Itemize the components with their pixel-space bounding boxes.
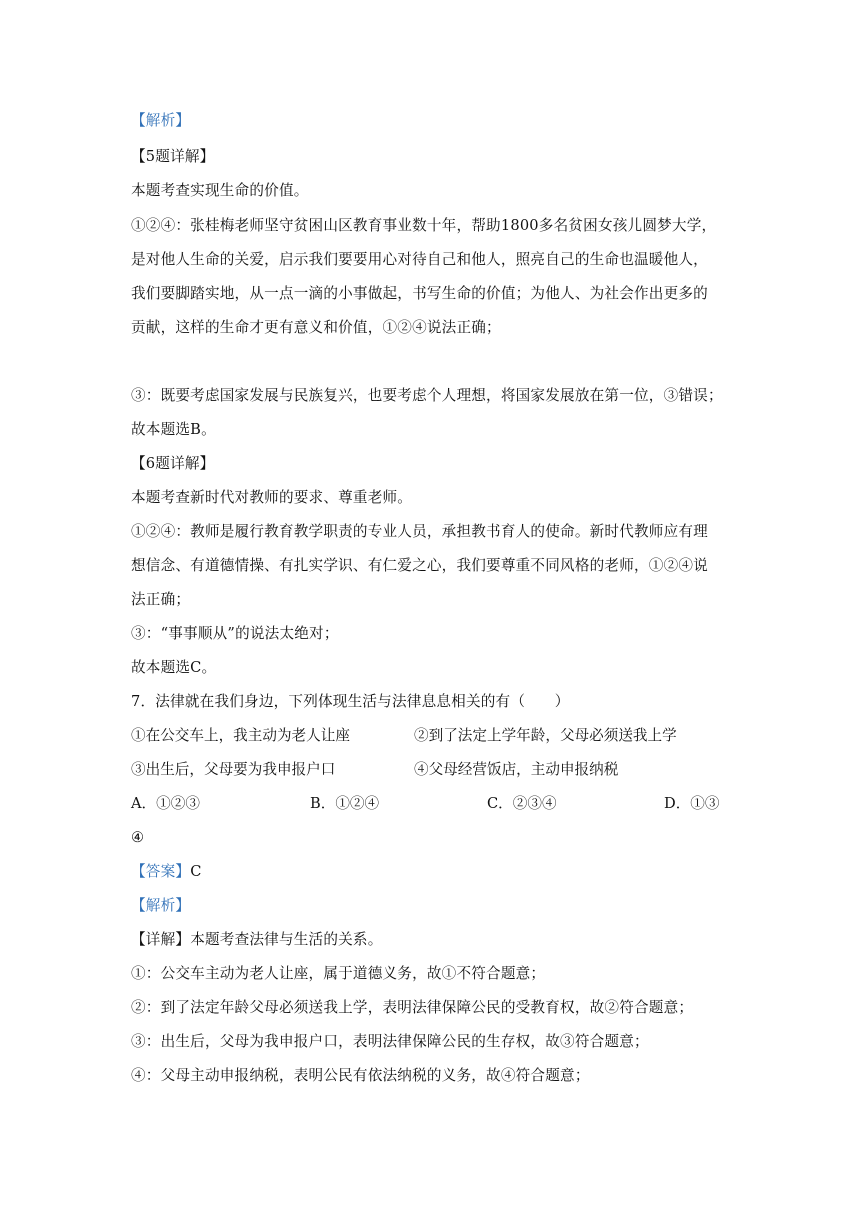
q5-line: 故本题选B。	[131, 421, 216, 438]
q5-line: 本题考查实现生命的价值。	[131, 182, 309, 199]
q6-line: ①②④：教师是履行教育教学职责的专业人员，承担教书育人的使命。新时代教师应有理	[131, 523, 708, 540]
q7-answer	[131, 862, 202, 882]
q5-line: 贡献，这样的生命才更有意义和价值，①②④说法正确；	[131, 319, 501, 336]
q7-statement-2: ②到了法定上学年龄，父母必须送我上学	[414, 727, 677, 744]
q7-analysis-heading: 【解析】	[131, 897, 191, 914]
q7-stem: 7．法律就在我们身边，下列体现生活与法律息息相关的有（ ）	[131, 693, 570, 710]
q7-choice-d-wrap: ④	[131, 829, 145, 846]
q7-choice-d: D．①③	[664, 795, 720, 812]
q7-choice-c: C．②③④	[487, 795, 557, 812]
answer-value: C	[190, 863, 202, 880]
q5-line: ③：既要考虑国家发展与民族复兴，也要考虑个人理想，将国家发展放在第一位，③错误；	[131, 387, 723, 404]
q7-statement-3: ③出生后，父母要为我申报户口	[131, 761, 336, 778]
q6-line: 本题考查新时代对教师的要求、尊重老师。	[131, 489, 413, 506]
q6-line: 故本题选C。	[131, 659, 217, 676]
q7-choice-b: B．①②④	[310, 795, 380, 812]
q7-detail	[131, 930, 383, 950]
detail-tag: 【详解】	[131, 931, 191, 948]
q7-choice-a: A．①②③	[131, 795, 200, 812]
q5-detail-heading: 【5题详解】	[131, 148, 215, 165]
q7-explanation-3: ③：出生后，父母为我申报户口，表明法律保障公民的生存权，故③符合题意；	[131, 1033, 649, 1050]
q6-line: 法正确；	[131, 591, 191, 608]
q7-explanation-2: ②：到了法定年龄父母必须送我上学，表明法律保障公民的受教育权，故②符合题意；	[131, 999, 694, 1016]
analysis-heading: 【解析】	[131, 112, 191, 129]
q6-line: 想信念、有道德情操、有扎实学识、有仁爱之心，我们要尊重不同风格的老师，①②④说	[131, 557, 708, 574]
q6-line: ③：“事事顺从”的说法太绝对；	[131, 625, 339, 642]
q5-line: 是对他人生命的关爱，启示我们要要用心对待自己和他人，照亮自己的生命也温暖他人，	[131, 251, 708, 268]
answer-tag: 【答案】	[131, 863, 191, 880]
q7-explanation-1: ①：公交车主动为老人让座，属于道德义务，故①不符合题意；	[131, 965, 546, 982]
detail-text: 本题考查法律与生活的关系。	[190, 931, 383, 948]
q6-detail-heading: 【6题详解】	[131, 455, 215, 472]
q7-statement-4: ④父母经营饭店，主动申报纳税	[414, 761, 619, 778]
q7-statement-1: ①在公交车上，我主动为老人让座	[131, 727, 350, 744]
q5-line: 我们要脚踏实地，从一点一滴的小事做起，书写生命的价值；为他人、为社会作出更多的	[131, 285, 708, 302]
q7-explanation-4: ④：父母主动申报纳税，表明公民有依法纳税的义务，故④符合题意；	[131, 1067, 590, 1084]
q5-line: ①②④：张桂梅老师坚守贫困山区教育事业数十年，帮助1800多名贫困女孩儿圆梦大学，	[131, 217, 717, 234]
